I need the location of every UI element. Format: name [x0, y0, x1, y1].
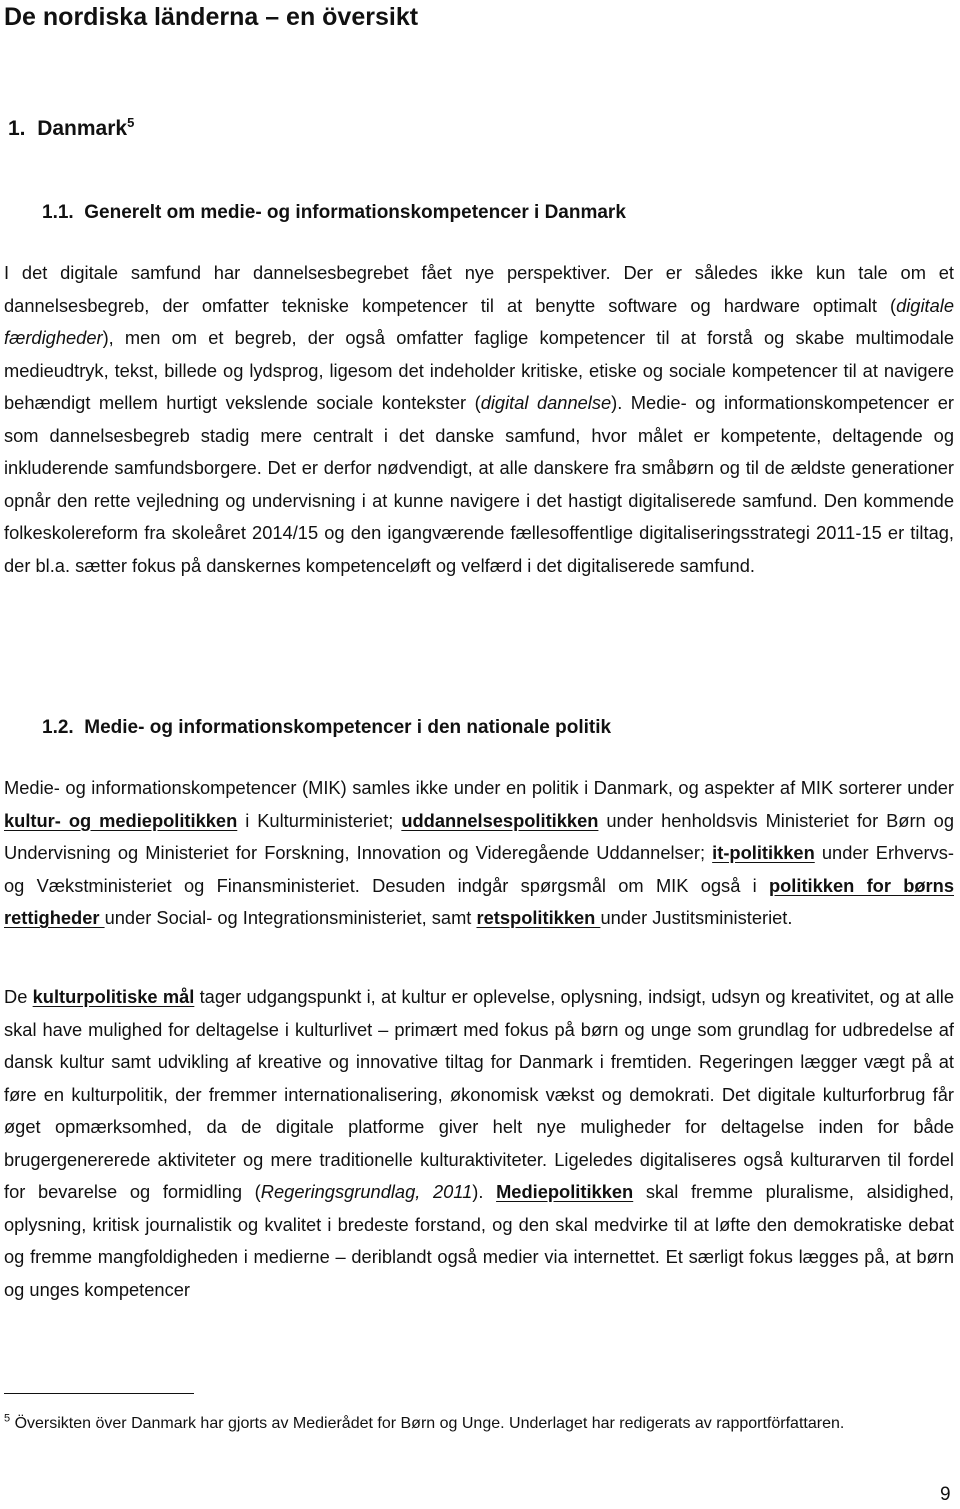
document-title: De nordiska länderna – en översikt — [4, 3, 419, 31]
paragraph-mik-policies — [4, 772, 954, 935]
link-it-politikken[interactable]: it-politikken — [712, 842, 815, 863]
link-kultur-mediepolitikken[interactable]: kultur- og mediepolitikken — [4, 809, 238, 831]
footnote-separator — [4, 1393, 194, 1394]
link-uddannelsespolitikken[interactable]: uddannelsespolitikken — [401, 809, 599, 831]
text-run: tager udgangspunkt i, at kultur er oplevelse, oplysning, indsigt, udsyn og kreativitet, og at alle skal have mulighed for deltagelse i kulturlivet – primært med fokus på børn og unge som grundlag for udbredelse af dansk kultur samt udvikling af kreative og innovative tiltag for Danmark i fremtiden. Regeringen lægger vægt på at føre en kulturpolitik, der fremmer internationalisering, økonomisk vækst og demokrati. Det digitale kulturforbrug får øget opmærksomhed, da de digitale platforme giver helt nye muligheder for deltagelse inden for både brugergenererede aktiviteter og mere traditionelle kulturaktiviteter. Ligeledes digitaliseres også kulturarven til fordel for bevarelse og formidling ( — [4, 986, 954, 1202]
text-run: skal fremme pluralisme, alsidighed, oplysning, kritisk journalistik og kvalitet i bredeste forstand, og den skal medvirke til at løfte den demokratiske debat og fremme mangfoldigheden i medierne – deriblandt også medier via internettet. Et særligt fokus lægges på, at børn og unges kompetencer — [4, 1181, 954, 1300]
footnote-reference[interactable]: 5 — [127, 115, 135, 130]
italic-term: digital dannelse — [480, 392, 612, 413]
text-run: under Erhvervs- og Vækstministeriet og Finansministeriet. Desuden indgår spørgsmål om MIK også i — [4, 842, 954, 896]
italic-term: digitale færdigheder — [4, 294, 954, 348]
footnote-mark: 5 — [4, 1412, 11, 1425]
paragraph-digital-dannelse — [4, 257, 954, 582]
subsection-heading-1-1 — [42, 201, 626, 225]
text-run: I det digitale samfund har dannelsesbegrebet fået nye perspektiver. Der er således ikke kun tale om et dannelsesbegreb, der omfatter tekniske kompetencer til at benytte software og hardware optimalt ( — [4, 262, 954, 316]
subsection-label: Generelt om medie- og informationskompetencer i Danmark — [84, 202, 626, 223]
text-run: De — [4, 986, 33, 1007]
text-run: under Social- og Integrationsministeriet, samt — [104, 907, 477, 928]
link-boerns-rettigheder[interactable]: politikken for børns rettigheder — [4, 874, 954, 928]
text-run: Medie- og informationskompetencer (MIK) samles ikke under en politik i Danmark, og aspekter af MIK sorterer under — [4, 777, 954, 798]
section-heading — [8, 116, 134, 142]
text-run: under henholdsvis Ministeriet for Børn og Undervisning og Ministeriet for Forskning, Innovation og Videregående Uddannelser; — [4, 809, 955, 863]
text-run: ). — [472, 1181, 497, 1202]
citation: Regeringsgrundlag, 2011 — [260, 1181, 473, 1202]
link-mediepolitikken[interactable]: Mediepolitikken — [496, 1181, 634, 1202]
subsection-heading-1-2 — [42, 716, 611, 740]
page-number: 9 — [940, 1484, 951, 1505]
subsection-label: Medie- og informationskompetencer i den nationale politik — [84, 717, 612, 738]
text-run: ). Medie- og informationskompetencer er som dannelsesbegreb stadig mere centralt i det danske samfund, hvor målet er kompetente, deltagende og inkluderende samfundsborgere. Det er derfor nødvendigt, at alle danskere fra småbørn og til de ældste generationer opnår den rette vejledning og undervisning i at kunne navigere i det hastigt digitaliserede samfund. Den kommende folkeskolereform fra skoleåret 2014/15 og den igangværende fællesoffentlige digitaliseringsstrategi 2011-15 er tiltag, der bl.a. sætter fokus på danskernes kompetenceløft og velfærd i det digitaliserede samfund. — [4, 392, 954, 576]
footnote-text: Översikten över Danmark har gjorts av Medierådet for Børn og Unge. Underlaget har redigerats av rapportförfattaren. — [14, 1415, 845, 1432]
subsection-number: 1.2. — [42, 717, 74, 738]
text-run: i Kulturministeriet; — [237, 809, 402, 831]
subsection-number: 1.1. — [42, 202, 74, 223]
section-label: Danmark — [37, 117, 128, 140]
text-run: under Justitsministeriet. — [600, 907, 793, 928]
link-kulturpolitiske-maal[interactable]: kulturpolitiske mål — [32, 986, 195, 1007]
text-run: ), men om et begreb, der også omfatter faglige kompetencer til at forstå og skabe multimodale medieudtryk, tekst, billede og lydsprog, ligesom det indeholder kritiske, etiske og sociale kompetencer til at navigere behændigt mellem hurtigt vekslende sociale kontekster ( — [4, 327, 954, 413]
paragraph-kulturpolitik — [4, 981, 954, 1306]
footnote — [4, 1413, 944, 1435]
section-number: 1. — [8, 117, 26, 140]
link-retspolitikken[interactable]: retspolitikken — [476, 907, 601, 928]
